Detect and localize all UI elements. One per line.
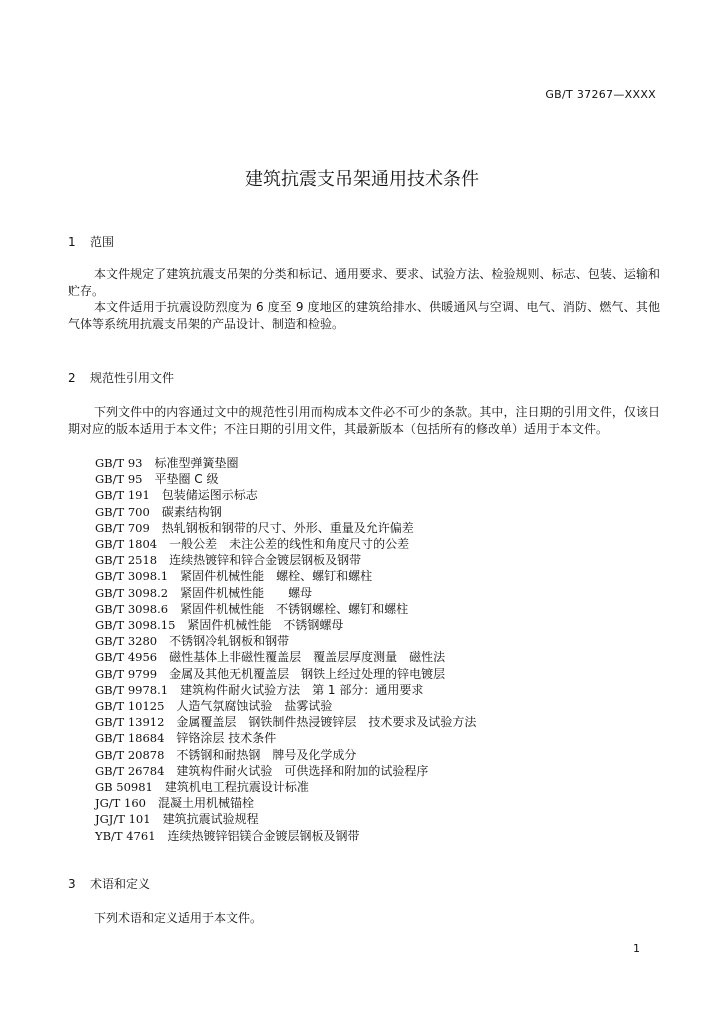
section-heading-scope <box>68 233 114 250</box>
reference-code: GB/T 3098.15 <box>95 618 176 633</box>
section-title: 范围 <box>90 235 115 249</box>
section-number: 2 <box>68 371 76 385</box>
reference-code: GB/T 93 <box>95 456 143 470</box>
standard-number: GB/T 37267—XXXX <box>545 88 656 101</box>
reference-title: 混凝土用机械锚栓 <box>157 796 254 811</box>
reference-title: 不锈钢冷轧钢板和钢带 <box>169 634 290 649</box>
terms-intro-paragraph: 下列术语和定义适用于本文件。 <box>94 911 263 925</box>
section-number: 3 <box>68 877 76 891</box>
reference-code: GB/T 13912 <box>95 715 165 730</box>
document-title: 建筑抗震支吊架通用技术条件 <box>245 169 479 190</box>
reference-item <box>95 487 476 503</box>
reference-title: 建筑构件耐火试验 可供选择和附加的试验程序 <box>176 763 429 778</box>
reference-title: 金属及其他无机覆盖层 钢铁上经过处理的锌电镀层 <box>169 666 446 681</box>
reference-item <box>95 795 476 811</box>
reference-item <box>95 520 476 536</box>
reference-title: 紧固件机械性能 不锈钢螺栓、螺钉和螺柱 <box>180 601 409 616</box>
reference-code: GB/T 1804 <box>95 537 158 552</box>
reference-title: 锌铬涂层 技术条件 <box>176 731 277 746</box>
reference-item <box>95 747 476 763</box>
reference-item <box>95 763 476 779</box>
reference-item <box>95 779 476 795</box>
reference-title: 紧固件机械性能 不锈钢螺母 <box>187 618 344 633</box>
reference-title: 标准型弹簧垫圈 <box>154 456 239 470</box>
reference-item <box>95 568 476 584</box>
reference-code: YB/T 4761 <box>95 828 156 843</box>
reference-code: GB/T 3098.6 <box>95 601 169 616</box>
reference-title: 金属覆盖层 钢铁制件热浸镀锌层 技术要求及试验方法 <box>176 715 477 730</box>
reference-item <box>95 714 476 730</box>
references-intro-paragraph: 下列文件中的内容通过文中的规范性引用而构成本文件必不可少的条款。其中，注日期的引用文件，仅该日期对应的版本适用于本文件；不注日期的引用文件，其最新版本（包括所有的修改单）适用于本文件。 <box>68 405 660 436</box>
scope-paragraph-2: 本文件适用于抗震设防烈度为 6 度至 9 度地区的建筑给排水、供暖通风与空调、电气、消防、燃气、其他气体等系统用抗震支吊架的产品设计、制造和检验。 <box>68 300 660 331</box>
section-title: 术语和定义 <box>90 877 151 891</box>
reference-item <box>95 633 476 649</box>
reference-code: GB/T 709 <box>95 520 150 535</box>
reference-item <box>95 682 476 698</box>
reference-code: GB/T 3098.2 <box>95 585 169 600</box>
reference-code: GB/T 20878 <box>95 747 165 762</box>
reference-title: 建筑抗震试验规程 <box>162 812 259 827</box>
reference-title: 热轧钢板和钢带的尺寸、外形、重量及允许偏差 <box>161 520 414 535</box>
reference-code: GB/T 18684 <box>95 731 165 746</box>
reference-item <box>95 828 476 844</box>
reference-item <box>95 811 476 827</box>
reference-title: 不锈钢和耐热钢 牌号及化学成分 <box>176 747 357 762</box>
reference-item <box>95 649 476 665</box>
reference-title: 磁性基体上非磁性覆盖层 覆盖层厚度测量 磁性法 <box>169 650 446 665</box>
reference-code: GB/T 4956 <box>95 650 158 665</box>
reference-item <box>95 730 476 746</box>
reference-code: GB/T 95 <box>95 472 143 487</box>
reference-title: 建筑构件耐火试验方法 第 1 部分：通用要求 <box>180 682 424 697</box>
reference-title: 建筑机电工程抗震设计标准 <box>164 780 309 795</box>
page-number: 1 <box>633 942 640 955</box>
reference-list <box>95 455 476 844</box>
reference-code: GB/T 3280 <box>95 634 158 649</box>
reference-item <box>95 617 476 633</box>
reference-code: GB/T 10125 <box>95 699 165 714</box>
reference-code: JG/T 160 <box>95 796 146 811</box>
scope-paragraph-1: 本文件规定了建筑抗震支吊架的分类和标记、通用要求、要求、试验方法、检验规则、标志、包装、运输和贮存。 <box>68 267 660 298</box>
section-heading-terms-definitions <box>68 875 150 892</box>
reference-title: 紧固件机械性能 螺栓、螺钉和螺柱 <box>180 569 373 584</box>
reference-item <box>95 666 476 682</box>
reference-title: 包装储运图示标志 <box>161 488 258 503</box>
reference-item <box>95 536 476 552</box>
reference-code: GB/T 9978.1 <box>95 682 169 697</box>
section-title: 规范性引用文件 <box>90 371 175 385</box>
reference-item <box>95 552 476 568</box>
reference-code: JGJ/T 101 <box>95 812 151 827</box>
reference-code: GB/T 3098.1 <box>95 569 169 584</box>
reference-item <box>95 698 476 714</box>
reference-title: 碳素结构钢 <box>161 504 222 519</box>
reference-item <box>95 471 476 487</box>
reference-title: 紧固件机械性能 螺母 <box>180 585 313 600</box>
reference-title: 连续热镀锌铝镁合金镀层钢板及钢带 <box>167 828 360 843</box>
reference-code: GB/T 9799 <box>95 666 158 681</box>
reference-title: 一般公差 未注公差的线性和角度尺寸的公差 <box>169 537 410 552</box>
reference-code: GB/T 191 <box>95 488 150 503</box>
section-heading-normative-references <box>68 369 174 386</box>
reference-code: GB/T 2518 <box>95 553 158 568</box>
reference-item <box>95 455 476 471</box>
reference-item <box>95 601 476 617</box>
reference-title: 平垫圈 C 级 <box>154 472 219 487</box>
reference-code: GB/T 700 <box>95 504 150 519</box>
reference-title: 连续热镀锌和锌合金镀层钢板及钢带 <box>169 553 362 568</box>
reference-title: 人造气氛腐蚀试验 盐雾试验 <box>176 699 333 714</box>
reference-code: GB/T 26784 <box>95 763 165 778</box>
reference-item <box>95 585 476 601</box>
reference-code: GB 50981 <box>95 780 153 795</box>
section-number: 1 <box>68 235 76 249</box>
reference-item <box>95 504 476 520</box>
